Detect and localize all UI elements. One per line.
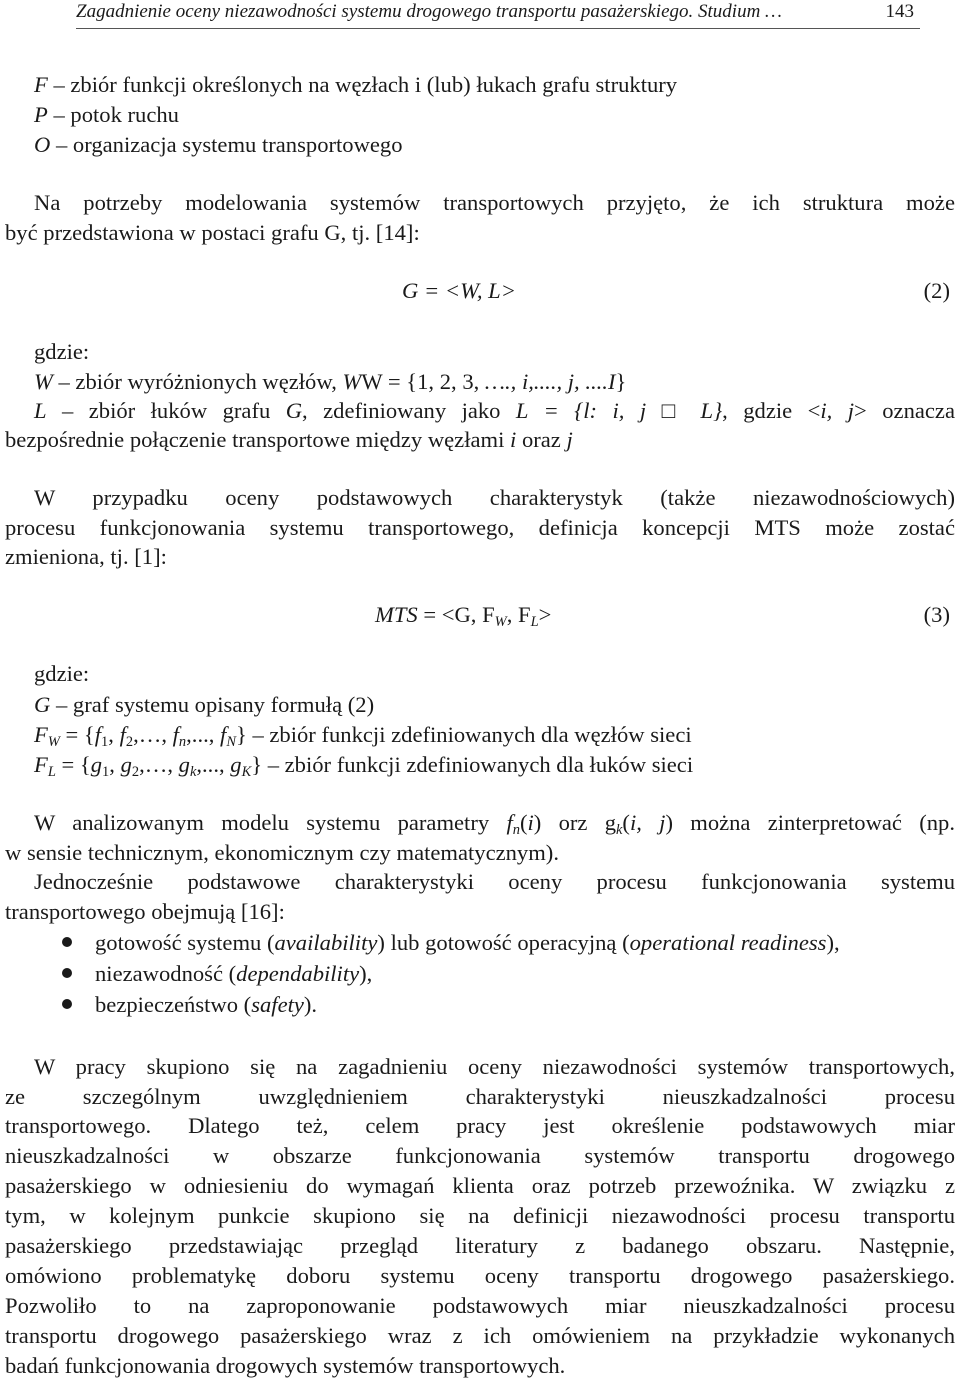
equation-3-number: (3)	[923, 602, 950, 627]
paragraph-5-line-8: omówiono problematykę doboru systemu oceny transportu drogowego pasażerskiego.	[5, 1263, 955, 1288]
paragraph-1-line-1: Na potrzeby modelowania systemów transportowych przyjęto, że ich struktura może	[34, 190, 955, 215]
list-item: niezawodność (dependability),	[95, 961, 373, 986]
paragraph-5-line-4: nieuszkadzalności w obszarze funkcjonowania systemów transportu drogowego	[5, 1143, 955, 1168]
paragraph-4-line-1: Jednocześnie podstawowe charakterystyki oceny procesu funkcjonowania systemu	[34, 869, 955, 894]
paragraph-5-line-2: ze szczególnym uwzględnieniem charakterystyki nieuszkadzalności procesu	[5, 1084, 955, 1109]
paragraph-5-line-11: badań funkcjonowania drogowych systemów transportowych.	[5, 1353, 566, 1378]
paragraph-2-line-3: zmieniona, tj. [1]:	[5, 544, 167, 569]
equation-3: MTS = <G, $F_W$, $F_L>$	[375, 602, 552, 631]
equation-2: G = <W, L>	[402, 278, 516, 303]
definition-o: O – organizacja systemu transportowego	[34, 132, 403, 157]
definition-g: G – graf systemu opisany formułą (2)	[34, 692, 375, 717]
equation-2-number: (2)	[923, 278, 950, 303]
list-item: bezpieczeństwo (safety).	[95, 992, 318, 1017]
paragraph-3-line-2: w sensie technicznym, ekonomicznym czy matematycznym).	[5, 840, 559, 865]
bullet-dot-2	[62, 968, 72, 978]
paragraph-3-line-1: W analizowanym modelu systemu parametry $f_n(i)$ orz $g_k(i$, j) można zinterpretować (np.	[34, 810, 956, 839]
header-title: Zagadnienie oceny niezawodności systemu drogowego transportu pasażerskiego. Studium …	[76, 1, 782, 22]
definition-p: P – potok ruchu	[34, 102, 179, 127]
paragraph-4-line-2: transportowego obejmują [16]:	[5, 899, 285, 924]
page-number: 143	[885, 1, 914, 22]
paragraph-5-line-5: pasażerskiego w odniesieniu do wymagań klienta oraz potrzeb przewoźnika. W związku z	[5, 1173, 955, 1198]
definition-w: W – zbiór wyróżnionych węzłów, WW = {1, 2, 3, …., i,...., j, ....I}	[34, 369, 627, 394]
where-label-2: gdzie:	[34, 661, 90, 686]
definition-l-line-2: bezpośrednie połączenie transportowe między węzłami i oraz j	[5, 427, 573, 452]
paragraph-5-line-9: Pozwoliło to na zaproponowanie podstawowych miar nieuszkadzalności procesu	[5, 1293, 955, 1318]
paragraph-1-line-2: być przedstawiona w postaci grafu G, tj. [14]:	[5, 220, 420, 245]
paragraph-5-line-3: transportowego. Dlatego też, celem pracy jest określenie podstawowych miar	[5, 1113, 955, 1138]
running-header	[76, 0, 920, 29]
paragraph-2-line-2: procesu funkcjonowania systemu transportowego, definicja koncepcji MTS może zostać	[5, 515, 955, 540]
where-label-1: gdzie:	[34, 339, 90, 364]
list-item: gotowość systemu (availability) lub gotowość operacyjną (operational readiness),	[95, 930, 840, 955]
definition-fl: $F_L = \{g_1$, $g_2,\dots$, $g_k$,..., $g_K$} – zbiór funkcji zdefiniowanych dla łuków sieci	[34, 752, 694, 781]
paragraph-2-line-1: W przypadku oceny podstawowych charakterystyk (także niezawodnościowych)	[34, 485, 955, 510]
definition-fw: $F_W = \{f_1$, $f_2,\dots$, $f_n$,..., $f_N$} – zbiór funkcji zdefiniowanych dla węzłów sieci	[34, 722, 692, 751]
paragraph-5-line-6: tym, w kolejnym punkcie skupiono się na definicji niezawodności procesu transportu	[5, 1203, 955, 1228]
bullet-dot-1	[62, 937, 72, 947]
paragraph-5-line-10: transportu drogowego pasażerskiego wraz z ich omówieniem na przykładzie wykonanych	[5, 1323, 955, 1348]
definition-f: F – zbiór funkcji określonych na węzłach i (lub) łukach grafu struktury	[34, 72, 678, 97]
paragraph-5-line-1: W pracy skupiono się na zagadnieniu oceny niezawodności systemów transportowych,	[34, 1054, 955, 1079]
bullet-dot-3	[62, 999, 72, 1009]
definition-l: L – zbiór łuków grafu G, zdefiniowany jako L = {l: i, j □ L}, gdzie <i, j> oznacza	[34, 398, 955, 423]
paragraph-5-line-7: pasażerskiego przedstawiając przegląd literatury z badanego obszaru. Następnie,	[5, 1233, 955, 1258]
